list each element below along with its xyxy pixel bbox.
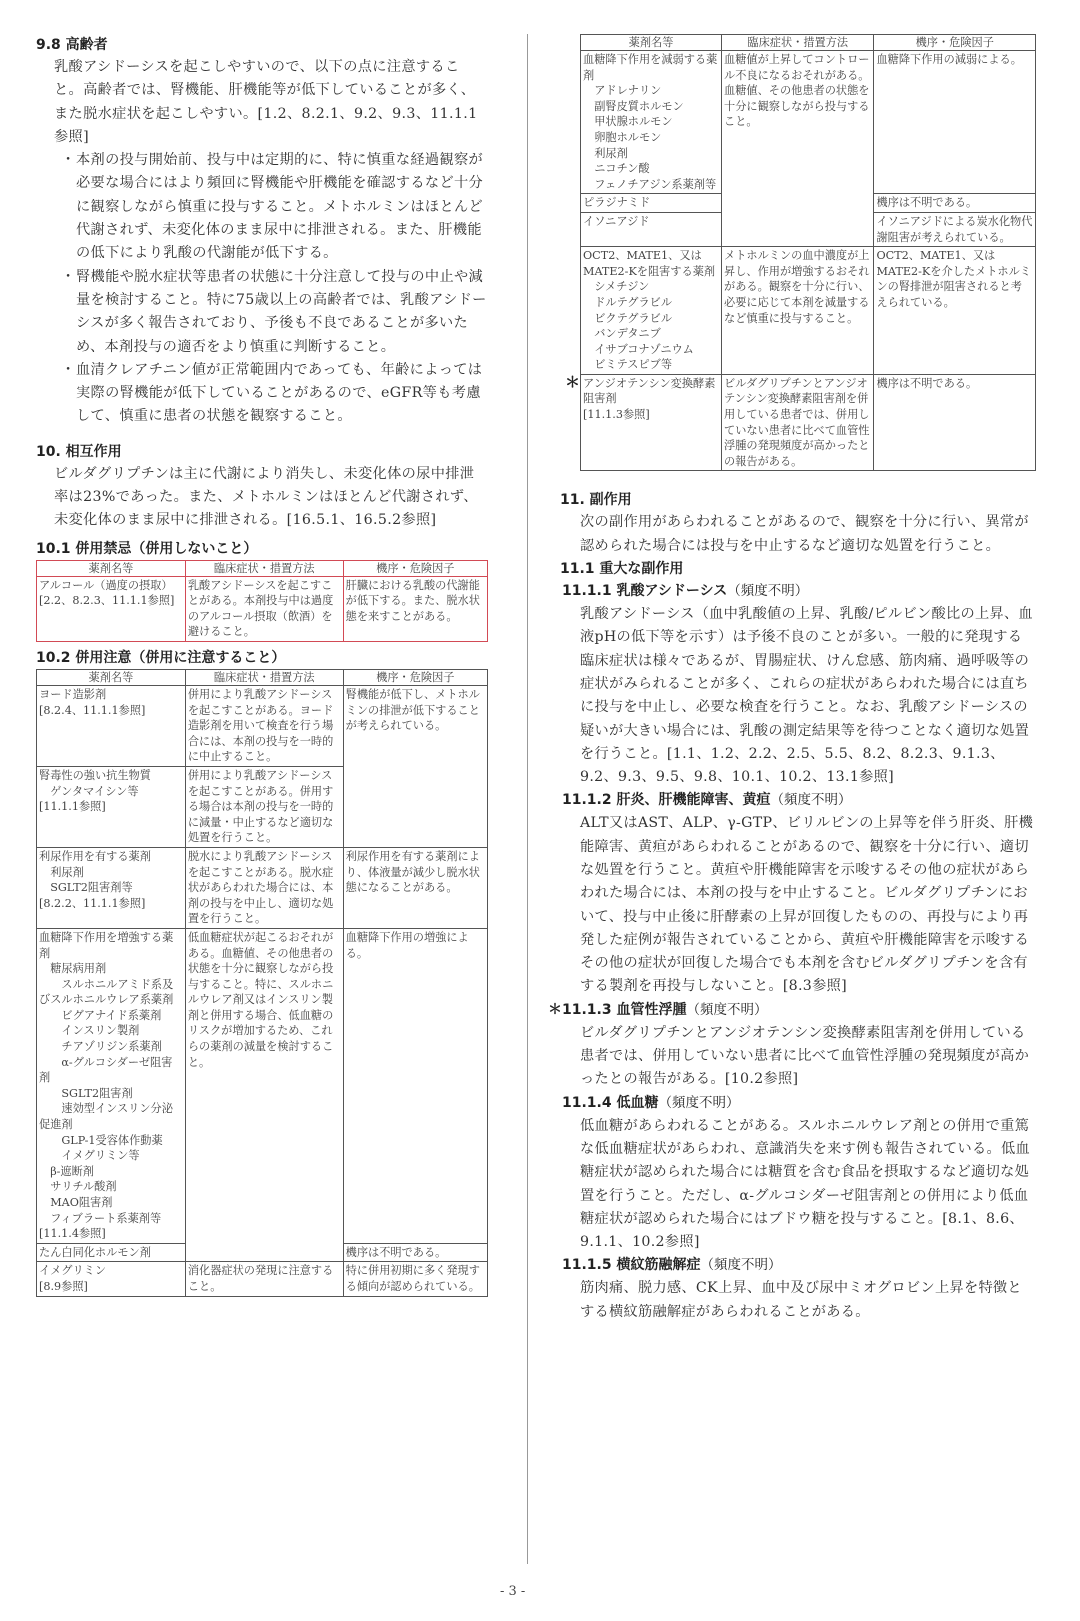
drug-cell: たん白同化ホルモン剤 xyxy=(37,1243,186,1262)
clinical-cell: 低血糖症状が起こるおそれがある。血糖値、その他患者の状態を十分に観察しながら投与すること。特に、スルホニルウレア剤又はインスリン製剤と併用する場合、低血糖のリスクが増加するため、これらの薬剤の減量を検討すること。 xyxy=(185,928,343,1261)
drug-cell: 血糖降下作用を減弱する薬剤 アドレナリン 副腎皮質ホルモン 甲状腺ホルモン 卵胞ホルモン 利尿剤 ニコチン酸 フェノチアジン系薬剤等 xyxy=(581,51,722,194)
mechanism-cell: 利尿作用を有する薬剤により、体液量が減少し脱水状態になることがある。 xyxy=(343,847,487,928)
column-header-mechanism: 機序・危険因子 xyxy=(343,560,487,576)
section-11-1-5-title xyxy=(562,1254,1036,1277)
section-11-1-3-title xyxy=(548,999,1036,1022)
frequency-label: （頻度不明） xyxy=(686,1001,768,1018)
section-9-8-title: 9.8 高齢者 xyxy=(36,37,108,53)
bullet-mark: ・ xyxy=(61,361,76,378)
bullet-text: 本剤の投与開始前、投与中は定期的に、特に慎重な経過観察が必要な場合にはより頻回に腎機能や肝機能を確認するなど十分に観察しながら慎重に投与すること。メトホルミンはほとんど代謝されず、未変化体のまま尿中に排泄される。また、肝機能の低下により乳酸の代謝能が低下する。 xyxy=(76,152,484,262)
frequency-label: （頻度不明） xyxy=(658,1094,740,1111)
table-row xyxy=(37,576,488,641)
left-column xyxy=(36,34,488,1297)
frequency-label: （頻度不明） xyxy=(700,1257,782,1274)
bullet-mark: ・ xyxy=(61,268,76,285)
section-10-1-title: 10.1 併用禁忌（併用しないこと） xyxy=(36,540,258,557)
section-11-1-2-title xyxy=(562,789,1036,812)
section-11-intro: 次の副作用があらわれることがあるので、観察を十分に行い、異常が認められた場合には投与を中止するなど適切な処置を行うこと。 xyxy=(580,514,1029,554)
mechanism-cell: 機序は不明である。 xyxy=(874,194,1036,213)
drug-cell: イメグリミン [8.9参照] xyxy=(37,1262,186,1296)
clinical-cell: 消化器症状の発現に注意すること。 xyxy=(185,1262,343,1296)
frequency-label: （頻度不明） xyxy=(770,792,852,809)
section-11-1-4-title xyxy=(562,1092,1036,1115)
table-row xyxy=(37,686,488,767)
clinical-cell: 脱水により乳酸アシドーシスを起こすことがある。脱水症状があらわれた場合には、本剤の投与を中止し、適切な処置を行うこと。 xyxy=(185,847,343,928)
column-header-clinical: 臨床症状・措置方法 xyxy=(722,35,874,51)
subsection-title-text: 11.1.3 血管性浮腫 xyxy=(562,1001,687,1018)
column-header-drug: 薬剤名等 xyxy=(37,670,186,686)
bullet-item xyxy=(61,266,488,359)
precaution-table-continued xyxy=(565,34,1036,471)
section-10-title: 10. 相互作用 xyxy=(36,443,122,460)
bullet-text: 血清クレアチニン値が正常範囲内であっても、年齢によっては実際の腎機能が低下していることがあるので、eGFR等も考慮して、慎重に患者の状態を観察すること。 xyxy=(76,361,483,425)
section-11-1-1-body: 乳酸アシドーシス（血中乳酸値の上昇、乳酸/ピルビン酸比の上昇、血液pHの低下等を示す）は予後不良のことが多い。一般的に発現する臨床症状は様々であるが、胃腸症状、けん怠感、筋肉痛、過呼吸等の症状がみられることが多く、これらの症状があらわれた場合には直ちに投与を中止し、必要な検査を行うこと。なお、乳酸アシドーシスの疑いが大きい場合には、乳酸の測定結果等を待つことなく適切な処置を行うこと。[1.1、1.2、2.2、2.5、5.5、8.2、8.2.3、9.1.3、9.2、9.3、9.5、9.8、10.1、10.2、13.1参照] xyxy=(580,606,1033,786)
column-divider xyxy=(527,34,528,1564)
section-10-2-title: 10.2 併用注意（併用に注意すること） xyxy=(36,650,286,667)
drug-cell: アルコール（過度の摂取） [2.2、8.2.3、11.1.1参照] xyxy=(37,576,186,641)
bullet-text: 腎機能や脱水症状等患者の状態に十分注意して投与の中止や減量を検討すること。特に75歳以上の高齢者では、乳酸アシドーシスが多く報告されており、予後も不良であることが多いため、本剤投与の適否をより慎重に判断すること。 xyxy=(76,268,487,355)
drug-cell: 腎毒性の強い抗生物質 ゲンタマイシン等 [11.1.1参照] xyxy=(37,766,186,847)
column-header-clinical: 臨床症状・措置方法 xyxy=(185,560,343,576)
section-11-title: 11. 副作用 xyxy=(560,492,632,509)
mechanism-cell: 機序は不明である。 xyxy=(874,374,1036,471)
table-header-row xyxy=(581,35,1036,51)
column-header-mechanism: 機序・危険因子 xyxy=(343,670,487,686)
subsection-title-text: 11.1.2 肝炎、肝機能障害、黄疸 xyxy=(562,792,771,809)
revision-star-mark: ＊ xyxy=(548,1001,562,1018)
right-column xyxy=(548,34,1036,1324)
mechanism-cell: 肝臓における乳酸の代謝能が低下する。また、脱水状態を来すことがある。 xyxy=(343,576,487,641)
bullet-item xyxy=(61,149,488,265)
clinical-cell: 併用により乳酸アシドーシスを起こすことがある。併用する場合は本剤の投与を一時的に減量・中止するなど適切な処置を行うこと。 xyxy=(185,766,343,847)
table-row xyxy=(581,374,1036,471)
section-11-1-1-title xyxy=(562,580,1036,603)
clinical-cell: 乳酸アシドーシスを起こすことがある。本剤投与中は過度のアルコール摂取（飲酒）を避けること。 xyxy=(185,576,343,641)
section-11-1-4-body: 低血糖があらわれることがある。スルホニルウレア剤との併用で重篤な低血糖症状があらわれ、意識消失を来す例も報告されている。低血糖症状が認められた場合には糖質を含む食品を摂取するなど適切な処置を行うこと。ただし、α-グルコシダーゼ阻害剤との併用により低血糖症状が認められた場合にはブドウ糖を投与すること。[8.1、8.6、9.1.1、10.2参照] xyxy=(580,1117,1030,1251)
drug-cell xyxy=(565,372,722,471)
drug-cell: ヨード造影剤 [8.2.4、11.1.1参照] xyxy=(37,686,186,767)
column-header-drug: 薬剤名等 xyxy=(37,560,186,576)
mechanism-cell: 腎機能が低下し、メトホルミンの排泄が低下することが考えられている。 xyxy=(343,686,487,848)
clinical-cell: 併用により乳酸アシドーシスを起こすことがある。ヨード造影剤を用いて検査を行う場合には、本剤の投与を一時的に中止すること。 xyxy=(185,686,343,767)
table-header-row xyxy=(37,560,488,576)
column-header-drug: 薬剤名等 xyxy=(581,35,722,51)
mechanism-cell: イソニアジドによる炭水化物代謝阻害が考えられている。 xyxy=(874,212,1036,246)
section-11-1-title: 11.1 重大な副作用 xyxy=(560,561,684,578)
section-10-intro: ビルダグリプチンは主に代謝により消失し、未変化体の尿中排泄率は23%であった。また、メトホルミンはほとんど代謝されず、未変化体のまま尿中に排泄される。[16.5.1、16.5.2参照] xyxy=(54,465,478,529)
drug-cell: 利尿作用を有する薬剤 利尿剤 SGLT2阻害剤等 [8.2.2、11.1.1参照] xyxy=(37,847,186,928)
section-11-1-3-body: ビルダグリプチンとアンジオテンシン変換酵素阻害剤を併用している患者では、併用していない患者に比べて血管性浮腫の発現頻度が高かったとの報告がある。[10.2参照] xyxy=(580,1024,1030,1088)
bullet-mark: ・ xyxy=(61,152,76,169)
precaution-table xyxy=(36,669,488,1297)
revision-star-mark: ＊ xyxy=(565,372,581,391)
bullet-item xyxy=(61,359,488,429)
drug-cell: OCT2、MATE1、又はMATE2-Kを阻害する薬剤 シメチジン ドルテグラビル ビクテグラビル バンデタニブ イサブコナゾニウム ビミテスピブ等 xyxy=(581,247,722,375)
drug-cell: ピラジナミド xyxy=(581,194,722,213)
mechanism-cell: OCT2、MATE1、又はMATE2-Kを介したメトホルミンの腎排泄が阻害されると考えられている。 xyxy=(874,247,1036,375)
subsection-title-text: 11.1.5 横紋筋融解症 xyxy=(562,1257,701,1274)
mechanism-cell: 特に併用初期に多く発現する傾向が認められている。 xyxy=(343,1262,487,1296)
column-header-mechanism: 機序・危険因子 xyxy=(874,35,1036,51)
page-number: - 3 - xyxy=(500,1584,526,1599)
section-11-1-2-body: ALT又はAST、ALP、γ-GTP、ビリルビンの上昇等を伴う肝炎、肝機能障害、黄疸があらわれることがあるので、観察を十分に行い、適切な処置を行うこと。黄疸や肝機能障害を示唆するその他の症状があらわれた場合には、本剤の投与を中止すること。ビルダグリプチンにおいて、投与中止後に肝酵素の上昇が回復したものの、再投与により再発した症例が報告されていることから、黄疸や肝機能障害を示唆するその他の症状が回復した場合でも本剤を含むビルダグリプチンを含有する製剤を再投与しないこと。[8.3参照] xyxy=(580,815,1034,995)
mechanism-cell: 血糖降下作用の減弱による。 xyxy=(874,51,1036,194)
drug-name-text: アンジオテンシン変換酵素阻害剤 [11.1.3参照] xyxy=(583,376,716,422)
mechanism-cell: 機序は不明である。 xyxy=(343,1243,487,1262)
drug-cell: イソニアジド xyxy=(581,212,722,246)
column-header-clinical: 臨床症状・措置方法 xyxy=(185,670,343,686)
table-row xyxy=(37,928,488,1243)
table-row xyxy=(37,847,488,928)
section-9-8-intro: 乳酸アシドーシスを起こしやすいので、以下の点に注意すること。高齢者では、腎機能、肝機能等が低下していることが多く、また脱水症状を起こしやすい。[1.2、8.2.1、9.2、9.3、11.1.1参照] xyxy=(54,59,478,145)
table-row xyxy=(37,1262,488,1296)
frequency-label: （頻度不明） xyxy=(727,583,809,600)
subsection-title-text: 11.1.4 低血糖 xyxy=(562,1094,659,1111)
table-row xyxy=(581,51,1036,194)
table-row xyxy=(581,247,1036,375)
clinical-cell: ビルダグリプチンとアンジオテンシン変換酵素阻害剤を併用している患者では、併用していない患者に比べて血管性浮腫の発現頻度が高かったとの報告がある。 xyxy=(722,374,874,471)
subsection-title-text: 11.1.1 乳酸アシドーシス xyxy=(562,583,728,600)
mechanism-cell: 血糖降下作用の増強による。 xyxy=(343,928,487,1243)
clinical-cell: 血糖値が上昇してコントロール不良になるおそれがある。血糖値、その他患者の状態を十分に観察しながら投与すること。 xyxy=(722,51,874,247)
table-header-row xyxy=(37,670,488,686)
drug-cell: 血糖降下作用を増強する薬剤 糖尿病用剤 スルホニルアミド系及びスルホニルウレア系薬剤 ビグアナイド系薬剤 インスリン製剤 チアゾリジン系薬剤 α-グルコシダーゼ阻害剤 SGLT2阻害剤 速効型インスリン分泌促進剤 GLP-1受容体作動薬 イメグリミン等 β-遮断剤 サリチル酸剤 MAO阻害剤 フィブラート系薬剤等 [11.1.4参照] xyxy=(37,928,186,1243)
section-11-1-5-body: 筋肉痛、脱力感、CK上昇、血中及び尿中ミオグロビン上昇を特徴とする横紋筋融解症があらわれることがある。 xyxy=(580,1280,1022,1320)
contraindication-table xyxy=(36,560,488,642)
clinical-cell: メトホルミンの血中濃度が上昇し、作用が増強するおそれがある。観察を十分に行い、必要に応じて本剤を減量するなど慎重に投与すること。 xyxy=(722,247,874,375)
